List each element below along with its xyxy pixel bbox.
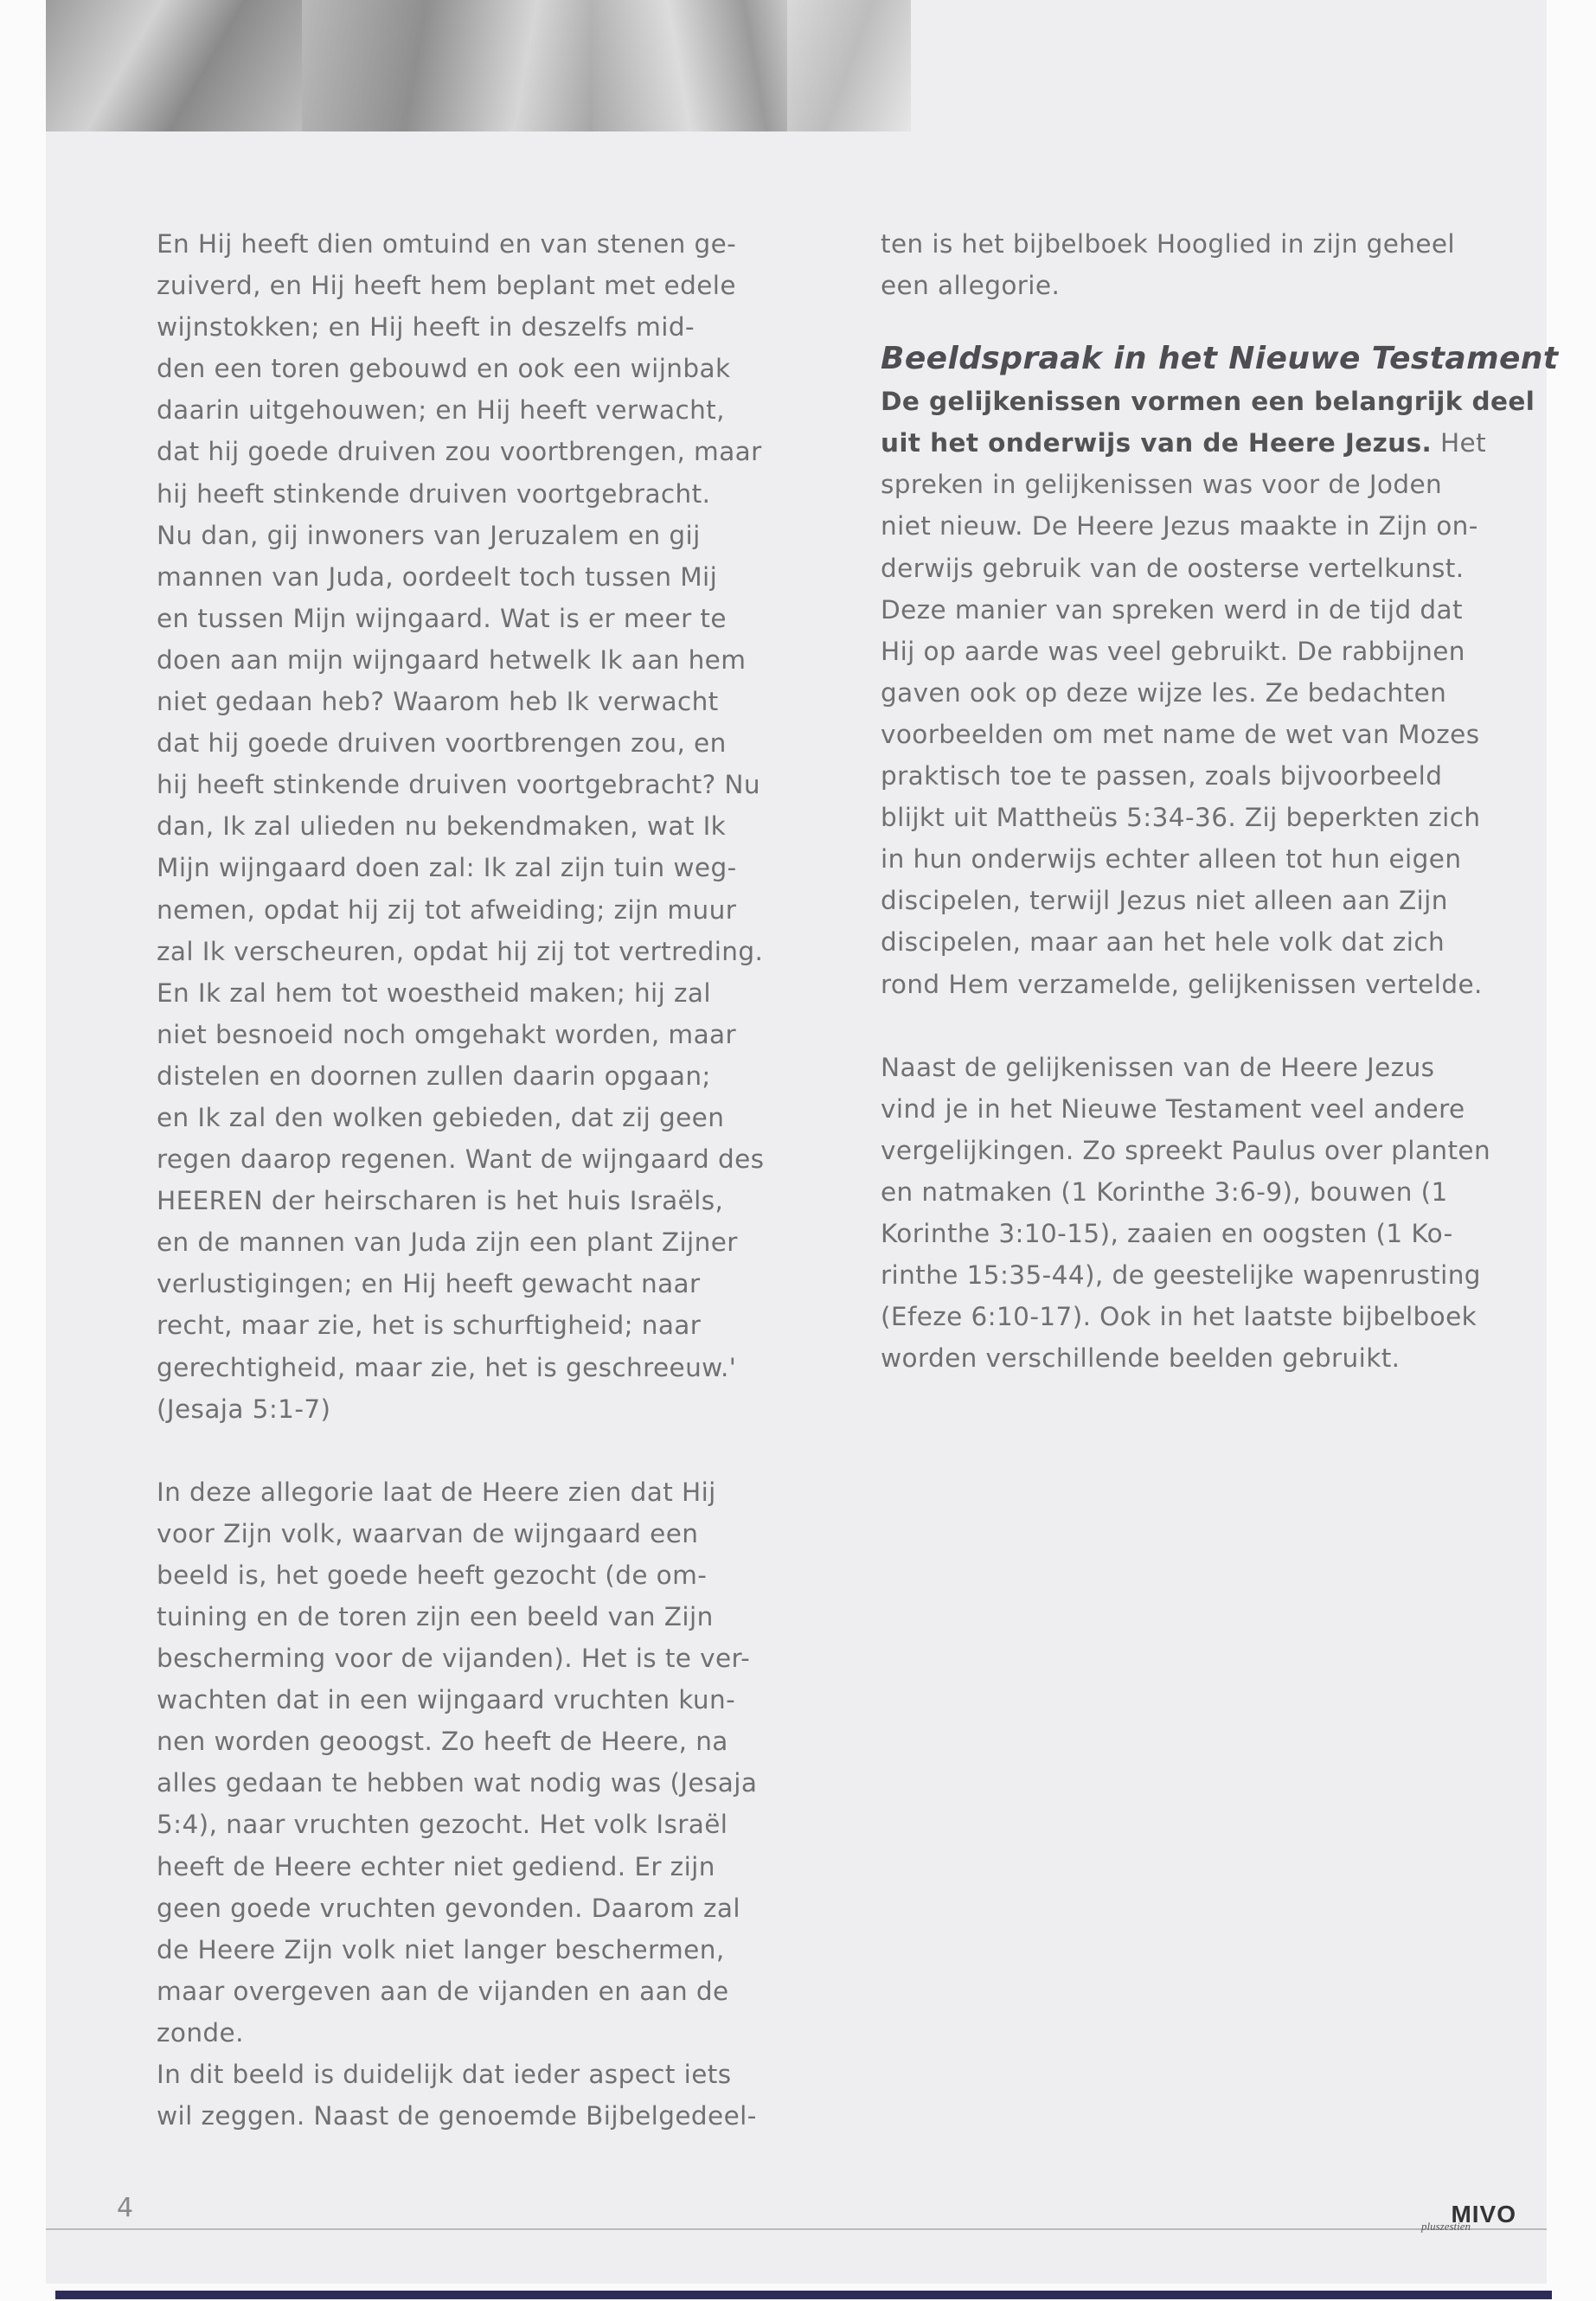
right-column	[881, 223, 1559, 1379]
header-photo-strip	[46, 0, 911, 131]
allegory-paragraph: In deze allegorie laat de Heere zien dat Hij voor Zijn volk, waarvan de wijngaard een beeld is, het goede heeft gezocht (de om- tuining en de toren zijn een beeld van Zijn bescherming voor de vijanden). Het is te ver- wachten dat in een wijngaard vruchten kun- nen worden geoogst. Zo heeft de Heere, na alles gedaan te hebben wat nodig was (Jesaja 5:4), naar vruchten gezocht. Het volk Israël heeft de Heere echter niet gediend. Er zijn geen goede vruchten gevonden. Daarom zal de Heere Zijn volk niet langer beschermen, maar overgeven aan de vijanden en aan de zonde.	[157, 1477, 758, 2048]
comparisons-paragraph: Naast de gelijkenissen van de Heere Jezus vind je in het Nieuwe Testament veel andere vergelijkingen. Zo spreekt Paulus over planten en natmaken (1 Korinthe 3:6-9), bouwen (1 Korinthe 3:10-15), zaaien en oogsten (1 Ko- rinthe 15:35-44), de geestelijke wapenrusting (Efeze 6:10-17). Ook in het laatste bijbelboek worden verschillende beelden gebruikt.	[881, 1052, 1491, 1374]
header-photo	[302, 0, 593, 131]
logo-text: MIVO	[1451, 2201, 1516, 2227]
parables-paragraph	[881, 381, 1555, 1004]
lead-bold-text: De gelijkenissen vormen een belangrijk deel uit het onderwijs van de Heere Jezus.	[881, 387, 1535, 458]
mivo-logo	[1421, 2201, 1525, 2235]
bible-quote: En Hij heeft dien omtuind en van stenen ge- zuiverd, en Hij heeft hem beplant met edele wijnstokken; en Hij heeft in deszelfs mid- den een toren gebouwd en ook een wijnbak daarin uitgehouwen; en Hij heeft verwacht, dat hij goede druiven zou voortbrengen, maar hij heeft stinkende druiven voortgebracht. Nu dan, gij inwoners van Jeruzalem en gij mannen van Juda, oordeelt toch tussen Mij en tussen Mijn wijngaard. Wat is er meer te doen aan mijn wijngaard hetwelk Ik aan hem niet gedaan heb? Waarom heb Ik verwacht dat hij goede druiven voortbrengen zou, en hij heeft stinkende druiven voortgebracht? Nu dan, Ik zal ulieden nu bekendmaken, wat Ik Mijn wijngaard doen zal: Ik zal zijn tuin weg- nemen, opdat hij zij tot afweiding; zijn muur zal Ik verscheuren, opdat hij zij tot vertreding. En Ik zal hem tot woestheid maken; hij zal niet besnoeid noch omgehakt worden, maar distelen en doornen zullen daarin opgaan; en Ik zal den wolken gebieden, dat zij geen regen daarop regenen. Want de wijngaard des HEEREN der heirscharen is het huis Israëls, en de mannen van Juda zijn een plant Zijner verlustigingen; en Hij heeft gewacht naar recht, maar zie, het is schurftigheid; naar gerechtigheid, maar zie, het is geschreeuw.' (Jesaja 5:1-7)	[157, 229, 765, 1424]
left-column	[157, 223, 797, 2137]
header-photo	[787, 0, 911, 131]
header-photo	[46, 0, 302, 131]
logo-subtext: pluszestien	[1421, 2220, 1471, 2233]
section-heading: Beeldspraak in het Nieuwe Testament	[881, 341, 1559, 377]
header-photo	[593, 0, 787, 131]
parables-paragraph-text: Het spreken in gelijkenissen was voor de Joden niet nieuw. De Heere Jezus maakte in Zijn on- derwijs gebruik van de oosterse vertelkunst. Deze manier van spreken werd in de tijd dat Hij op aarde was veel gebruikt. De rabbijnen gaven ook op deze wijze les. Ze bedachten voorbeelden om met name de wet van Mozes praktisch toe te passen, zoals bijvoorbeeld blijkt uit Mattheüs 5:34-36. Zij beperkten zich in hun onderwijs echter alleen tot hun eigen discipelen, terwijl Jezus niet alleen aan Zijn discipelen, maar aan het hele volk dat zich rond Hem verzamelde, gelijkenissen vertelde.	[881, 428, 1487, 999]
bottom-edge-bar	[55, 2291, 1552, 2299]
aspect-paragraph: In dit beeld is duidelijk dat ieder aspect iets wil zeggen. Naast de genoemde Bijbelgedeel-	[157, 2060, 757, 2131]
continuation-paragraph: ten is het bijbelboek Hooglied in zijn geheel een allegorie.	[881, 229, 1456, 301]
footer-divider	[46, 2228, 1547, 2230]
page	[46, 0, 1559, 2284]
page-number: 4	[117, 2193, 134, 2223]
